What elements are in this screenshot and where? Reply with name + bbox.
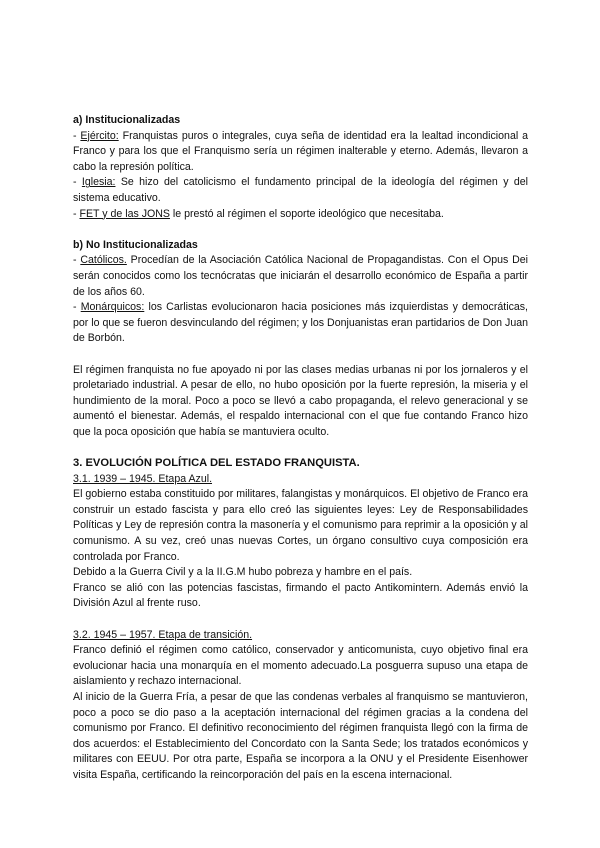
term-iglesia: Iglesia: [81,176,116,189]
spacer [73,440,528,456]
item-catolicos [73,253,528,300]
document-page [73,113,528,784]
item-ejercito [73,129,528,176]
spacer [73,222,528,238]
section-title: 3. EVOLUCIÓN POLÍTICA DEL ESTADO FRANQUISTA. [73,457,360,470]
bullet: - [73,176,82,189]
term-monarquicos: Monárquicos: [80,301,145,314]
text-fet-jons: le prestó al régimen el soporte ideológico que necesitaba. [169,207,444,220]
text-iglesia: Se hizo del catolicismo el fundamento principal de la ideología del régimen y del sistema educativo. [73,176,528,204]
text-monarquicos: los Carlistas evolucionaron hacia posiciones más izquierdistas y democráticas, por lo que se fueron desvinculando del régimen; y los Donjuanistas eran partidarios de Don Juan de Borbón. [73,301,528,345]
bullet: - [73,301,81,314]
bullet: - [73,207,80,220]
term-ejercito: Ejército: [80,129,119,142]
heading-no-institucionalizadas: b) No Institucionalizadas [73,238,198,251]
bullet: - [73,254,81,267]
subtitle-etapa-azul: 3.1. 1939 – 1945. Etapa Azul. [73,472,213,485]
paragraph-opposition: El régimen franquista no fue apoyado ni por las clases medias urbanas ni por los jornaleros y el proletariado industrial. A pesar de ello, no hubo oposición por la fuerte represión, la miseria y el hundimiento de la moral. Poco a poco se llevó a cabo propaganda, el relevo generacional y se aumentó el bienestar. Además, el respaldo internacional con el que fue contando Franco hizo que la poca oposición que había se mantuviera oculto. [73,363,528,438]
paragraph-etapa-azul-2: Debido a la Guerra Civil y a la II.G.M hubo pobreza y hambre en el país. [73,566,413,579]
paragraph-transicion-1: Franco definió el régimen como católico, conservador y anticomunista, cuyo objetivo final era evolucionar hacia una monarquía en el momento adecuado.La posguerra supuso una etapa de aislamiento y rechazo internacional. [73,644,528,688]
subtitle-etapa-transicion: 3.2. 1945 – 1957. Etapa de transición. [73,628,253,641]
term-fet-jons: FET y de las JONS [79,207,170,220]
item-iglesia [73,175,528,206]
paragraph-etapa-azul-3: Franco se alió con las potencias fascistas, firmando el pacto Antikomintern. Además envió la División Azul al frente ruso. [73,581,528,610]
spacer [73,612,528,628]
text-ejercito: Franquistas puros o integrales, cuya seña de identidad era la lealtad incondicional a Franco y para los que el Franquismo sería un régimen inalterable y eterno. Además, llevaron a cabo la represión política. [73,129,528,173]
item-monarquicos [73,300,528,347]
spacer [73,347,528,363]
paragraph-transicion-2: Al inicio de la Guerra Fría, a pesar de que las condenas verbales al franquismo se mantuvieron, poco a poco se dio paso a la aceptación internacional del régimen gracias a la condena del comunismo por Franco. El definitivo reconocimiento del régimen franquista llegó con la firma de dos acuerdos: el Establecimiento del Concordato con la Santa Sede; los tratados económicos y militares con EEUU. Por otra parte, España se incorpora a la ONU y el Presidente Eisenhower visita España, certificando la reincorporación del país en la escena internacional. [73,690,528,781]
term-catolicos: Católicos. [80,254,127,267]
item-fet-jons [73,207,528,223]
paragraph-etapa-azul-1: El gobierno estaba constituido por militares, falangistas y monárquicos. El objetivo de Franco era construir un estado fascista y para ello creó las siguientes leyes: Ley de Responsabilidades Políticas y Ley de represión contra la masonería y el comunismo para reprimir a la oposición y al comunismo. A su vez, creó unas nuevas Cortes, un órgano consultivo cuya composición era controlada por Franco. [73,488,528,563]
text-catolicos: Procedían de la Asociación Católica Nacional de Propagandistas. Con el Opus Dei serán conocidos como los tecnócratas que iniciarán el desarrollo económico de España a partir de los años 60. [73,254,528,298]
bullet: - [73,129,81,142]
heading-institucionalizadas: a) Institucionalizadas [73,114,181,126]
